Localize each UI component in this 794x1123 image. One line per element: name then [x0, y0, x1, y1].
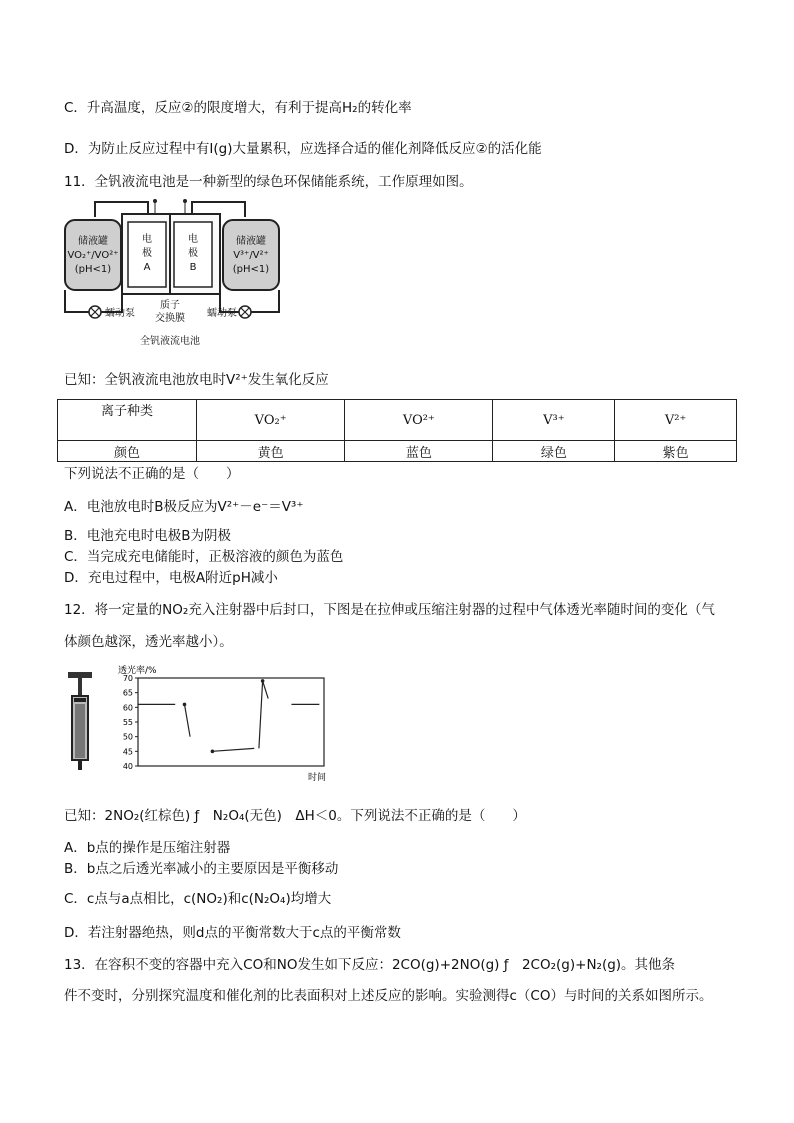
ion-color-table [57, 399, 737, 462]
color-green: 绿色 [493, 441, 615, 462]
ion-vo2plus2: VO²⁺ [345, 400, 493, 441]
series-segment [259, 681, 268, 748]
q11-known: 已知：全钒液流电池放电时V²⁺发生氧化反应 [64, 372, 329, 388]
pump-left-label: 蠕动泵 [105, 308, 135, 319]
ion-vo2plus: VO₂⁺ [197, 400, 345, 441]
right-tank-label-3: (pH<1) [232, 264, 270, 275]
q13-stem-2: 件不变时，分别探究温度和催化剂的比表面积对上述反应的影响。实验测得c（CO）与时间的关系如图所示。 [64, 988, 713, 1004]
battery-caption: 全钒液流电池 [140, 336, 200, 347]
y-tick-label: 40 [122, 762, 133, 771]
q13-stem-1: 13．在容积不变的容器中充入CO和NO发生如下反应：2CO(g)+2NO(g) ƒ 2CO₂(g)+N₂(g)。其他条 [64, 957, 676, 973]
chart-xlabel: 时间 [308, 773, 327, 783]
data-point [261, 679, 265, 683]
y-tick-label: 70 [122, 674, 133, 683]
color-yellow: 黄色 [197, 441, 345, 462]
q12-option-a: A．b点的操作是压缩注射器 [64, 840, 231, 856]
q11-option-c: C．当完成充电储能时，正极溶液的颜色为蓝色 [64, 549, 344, 565]
battery-diagram [60, 192, 280, 352]
q11-option-b: B．电池充电时电极B为阴极 [64, 528, 232, 544]
data-point [211, 750, 215, 754]
electrode-a-3: A [143, 262, 151, 273]
left-tank-label-3: (pH<1) [74, 264, 112, 275]
left-tank-label-1: 储液罐 [78, 236, 108, 247]
color-blue: 蓝色 [345, 441, 493, 462]
electrode-b-3: B [189, 262, 197, 273]
transmittance-chart [112, 660, 332, 786]
q12-option-d: D．若注射器绝热，则d点的平衡常数大于c点的平衡常数 [64, 925, 401, 941]
y-tick-label: 55 [122, 718, 133, 727]
electrode-a-1: 电 [142, 234, 152, 245]
q10-option-d: D．为防止反应过程中有I(g)大量累积，应选择合适的催化剂降低反应②的活化能 [64, 141, 542, 157]
electrode-b-1: 电 [188, 234, 198, 245]
ion-v3plus: V³⁺ [493, 400, 615, 441]
q11-option-d: D．充电过程中，电极A附近pH减小 [64, 570, 278, 586]
data-point [183, 703, 187, 707]
q10-option-c: C．升高温度，反应②的限度增大，有利于提高H₂的转化率 [64, 100, 412, 116]
y-tick-label: 50 [122, 732, 133, 742]
y-tick-label: 65 [122, 688, 133, 698]
q11-question: 下列说法不正确的是（ ） [64, 466, 240, 482]
electrode-b-2: 极 [188, 248, 198, 259]
chart-frame [138, 678, 324, 766]
electrode-a-2: 极 [142, 248, 152, 259]
membrane-label-2: 交换膜 [155, 313, 185, 324]
right-tank-label-1: 储液罐 [236, 236, 266, 247]
q12-option-b: B．b点之后透光率减小的主要原因是平衡移动 [64, 861, 339, 877]
ion-v2plus: V²⁺ [615, 400, 737, 441]
y-tick-label: 60 [122, 703, 133, 713]
color-row-header: 颜色 [58, 441, 197, 462]
series-segment [185, 704, 191, 736]
syringe-image [62, 670, 102, 775]
q12-known: 已知：2NO₂(红棕色) ƒ N₂O₄(无色) ΔH＜0。下列说法不正确的是（ ） [64, 808, 526, 824]
q12-stem-2: 体颜色越深，透光率越小）。 [64, 634, 233, 650]
left-tank-label-2: VO₂⁺/VO²⁺ [67, 250, 119, 261]
chart-ylabel: 透光率/% [118, 666, 157, 676]
q12-stem-1: 12．将一定量的NO₂充入注射器中后封口，下图是在拉伸或压缩注射器的过程中气体透光率随时间的变化（气 [64, 602, 715, 618]
ion-row-header: 离子种类 [58, 400, 197, 441]
q11-stem: 11．全钒液流电池是一种新型的绿色环保储能系统，工作原理如图。 [64, 174, 473, 190]
q12-option-c: C．c点与a点相比，c(NO₂)和c(N₂O₄)均增大 [64, 891, 332, 907]
series-segment [212, 748, 254, 751]
q11-option-a: A．电池放电时B极反应为V²⁺－e⁻＝V³⁺ [64, 499, 304, 515]
right-tank-label-2: V³⁺/V²⁺ [233, 250, 269, 261]
membrane-label-1: 质子 [160, 300, 180, 311]
y-tick-label: 45 [122, 747, 133, 757]
pump-right-label: 蠕动泵 [207, 308, 237, 319]
color-purple: 紫色 [615, 441, 737, 462]
